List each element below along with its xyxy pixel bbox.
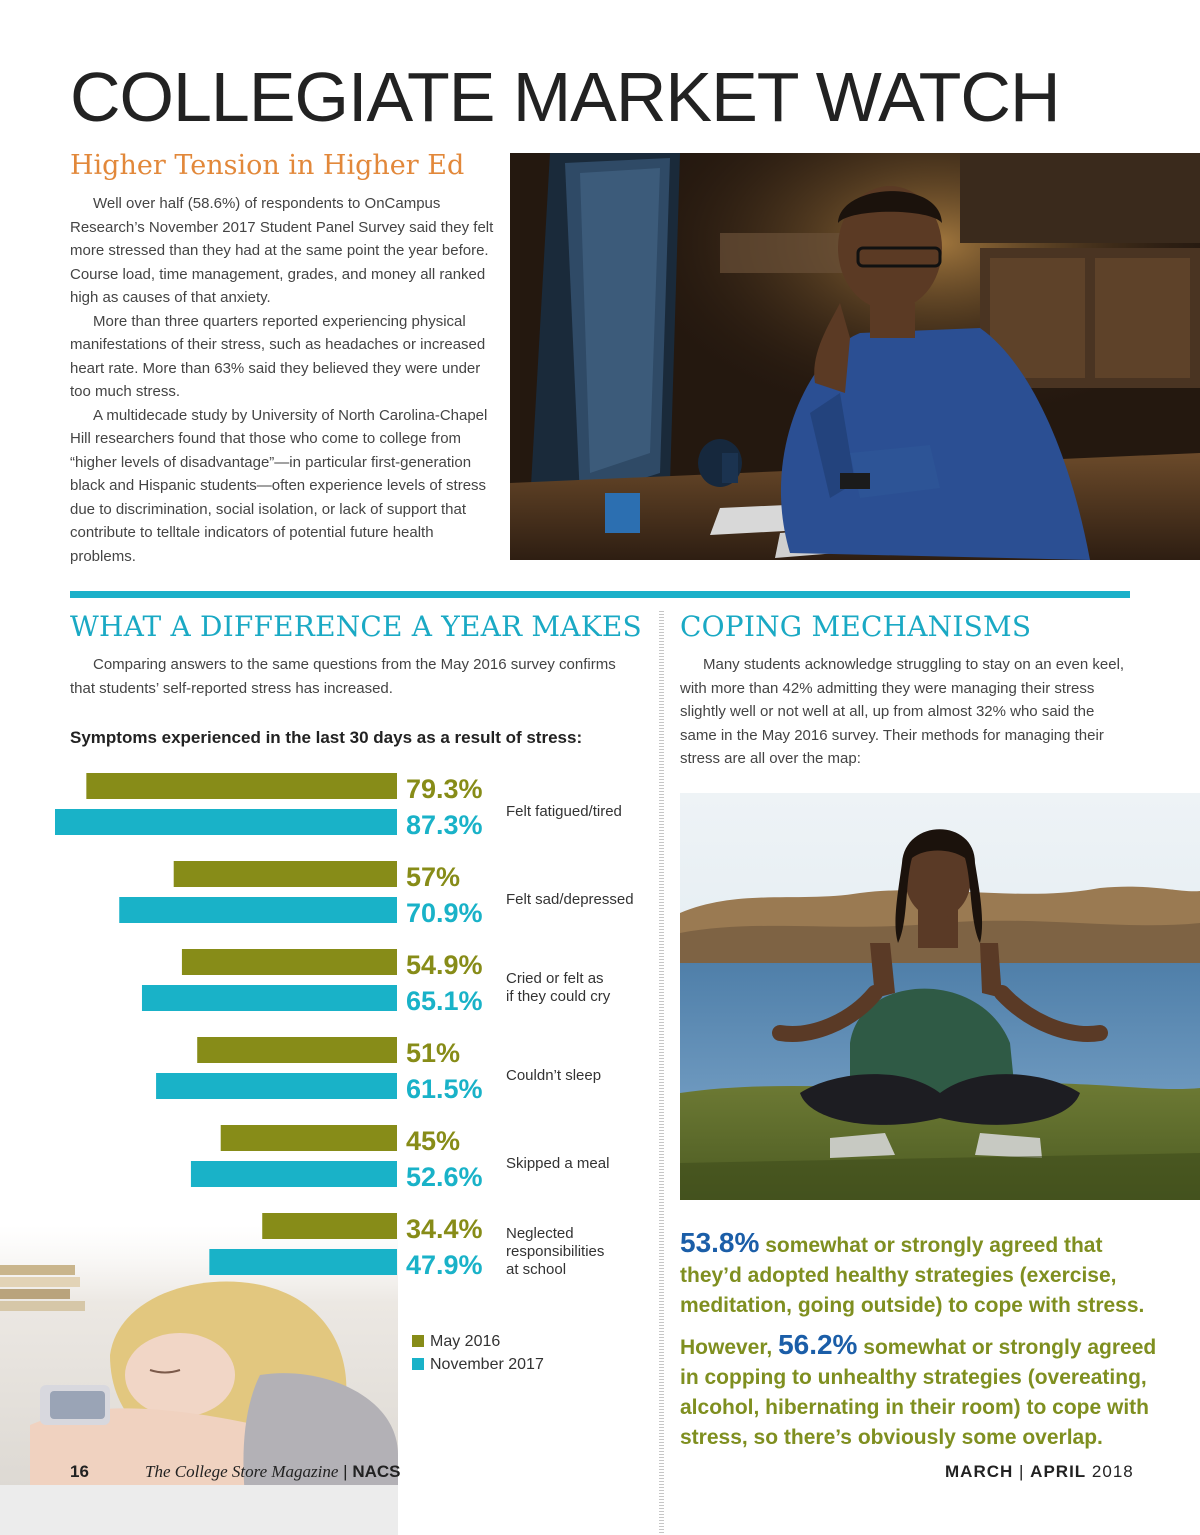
- category-label: if they could cry: [506, 988, 611, 1005]
- stat-prefix: However,: [680, 1336, 779, 1359]
- category-label: responsibilities: [506, 1243, 605, 1260]
- data-label: 34.4%: [406, 1214, 483, 1244]
- data-label: 87.3%: [406, 810, 483, 840]
- legend-label: November 2017: [430, 1356, 544, 1373]
- data-label: 61.5%: [406, 1074, 483, 1104]
- meditating-woman-photo: [680, 793, 1200, 1200]
- category-label: Skipped a meal: [506, 1155, 610, 1172]
- footer-separator: |: [1019, 1462, 1025, 1481]
- article-body: [70, 192, 500, 568]
- category-label: Felt fatigued/tired: [506, 803, 622, 820]
- article-paragraph: Well over half (58.6%) of respondents to OnCampus Research’s November 2017 Student Panel Survey said they felt more stressed than they had at the same point the year before. Course load, time management, grades, and money all ranked high as causes of that anxiety.: [70, 195, 494, 306]
- data-label: 47.9%: [406, 1250, 483, 1280]
- issue-month: MARCH: [945, 1462, 1014, 1481]
- chart-title: Symptoms experienced in the last 30 days as a result of stress:: [70, 728, 583, 747]
- coping-intro: [680, 653, 1125, 771]
- legend-item-november-2017: [412, 1356, 544, 1374]
- legend-label: May 2016: [430, 1333, 501, 1350]
- data-label: 45%: [406, 1126, 461, 1156]
- data-label: 79.3%: [406, 774, 483, 804]
- data-label: 51%: [406, 1038, 461, 1068]
- stat-value: 56.2%: [778, 1329, 858, 1360]
- symptoms-bar-chart: [0, 760, 660, 1340]
- coping-paragraph: Many students acknowledge struggling to stay on an even keel, with more than 42% admitting they were managing their stress slightly well or not well at all, up from almost 32% who said the same in the May 2016 survey. Their methods for managing their stress are all over the map:: [680, 656, 1125, 767]
- healthy-strategies-stat: [680, 1228, 1170, 1321]
- bar-may-2016: [86, 773, 397, 799]
- category-label: Felt sad/depressed: [506, 891, 634, 908]
- category-label: Couldn’t sleep: [506, 1067, 602, 1084]
- page-number: 16: [70, 1462, 89, 1481]
- stat-text: somewhat or strongly agreed in copping to unhealthy strategies (overeating, alcohol, hibernating in their room) to cope with stress, so there’s obviously some overlap.: [680, 1336, 1157, 1449]
- data-label: 65.1%: [406, 986, 483, 1016]
- data-label: 52.6%: [406, 1162, 483, 1192]
- bar-november-2017: [156, 1073, 397, 1099]
- bar-november-2017: [55, 809, 397, 835]
- magazine-name: The College Store Magazine: [145, 1462, 339, 1481]
- stat-value: 53.8%: [680, 1227, 760, 1258]
- bar-november-2017: [119, 897, 397, 923]
- bar-november-2017: [191, 1161, 397, 1187]
- category-label: Cried or felt as: [506, 970, 604, 987]
- issue-date: [945, 1462, 1134, 1482]
- issue-month: APRIL: [1030, 1462, 1087, 1481]
- unhealthy-strategies-stat: [680, 1330, 1170, 1453]
- difference-heading: WHAT A DIFFERENCE A YEAR MAKES: [70, 610, 642, 643]
- category-label: at school: [506, 1261, 567, 1278]
- magazine-credit: [145, 1462, 401, 1482]
- legend-swatch: [412, 1335, 424, 1347]
- data-label: 54.9%: [406, 950, 483, 980]
- data-label: 70.9%: [406, 898, 483, 928]
- article-paragraph: A multidecade study by University of North Carolina-Chapel Hill researchers found that those who come to college from “higher levels of disadvantage”—in particular first-generation black and Hispanic students—often experience levels of stress due to discrimination, social isolation, or lack of support that contribute to telltale indicators of potential future health problems.: [70, 406, 488, 565]
- difference-paragraph: Comparing answers to the same questions from the May 2016 survey confirms that students’ self-reported stress has increased.: [70, 656, 616, 697]
- category-label: Neglected: [506, 1225, 574, 1242]
- coping-heading: COPING MECHANISMS: [680, 610, 1032, 643]
- legend-swatch: [412, 1358, 424, 1370]
- footer-separator: |: [343, 1462, 348, 1481]
- legend-item-may-2016: [412, 1333, 500, 1351]
- section-divider: [70, 591, 1130, 598]
- bar-may-2016: [221, 1125, 397, 1151]
- bar-may-2016: [174, 861, 397, 887]
- org-name: NACS: [352, 1462, 401, 1481]
- difference-intro: [70, 653, 630, 700]
- issue-year: 2018: [1091, 1462, 1134, 1481]
- bar-may-2016: [182, 949, 397, 975]
- bar-may-2016: [262, 1213, 397, 1239]
- article-subtitle: Higher Tension in Higher Ed: [70, 150, 465, 181]
- data-label: 57%: [406, 862, 461, 892]
- stat-text: somewhat or strongly agreed that they’d adopted healthy strategies (exercise, meditation, going outside) to cope with stress.: [680, 1234, 1145, 1317]
- article-paragraph: More than three quarters reported experiencing physical manifestations of their stress, such as headaches or increased heart rate. More than 63% said they believed they were under too much stress.: [70, 312, 486, 400]
- student-at-computer-photo: [510, 153, 1200, 560]
- bar-november-2017: [142, 985, 397, 1011]
- bar-may-2016: [197, 1037, 397, 1063]
- page-title: COLLEGIATE MARKET WATCH: [70, 58, 1060, 136]
- bar-november-2017: [209, 1249, 397, 1275]
